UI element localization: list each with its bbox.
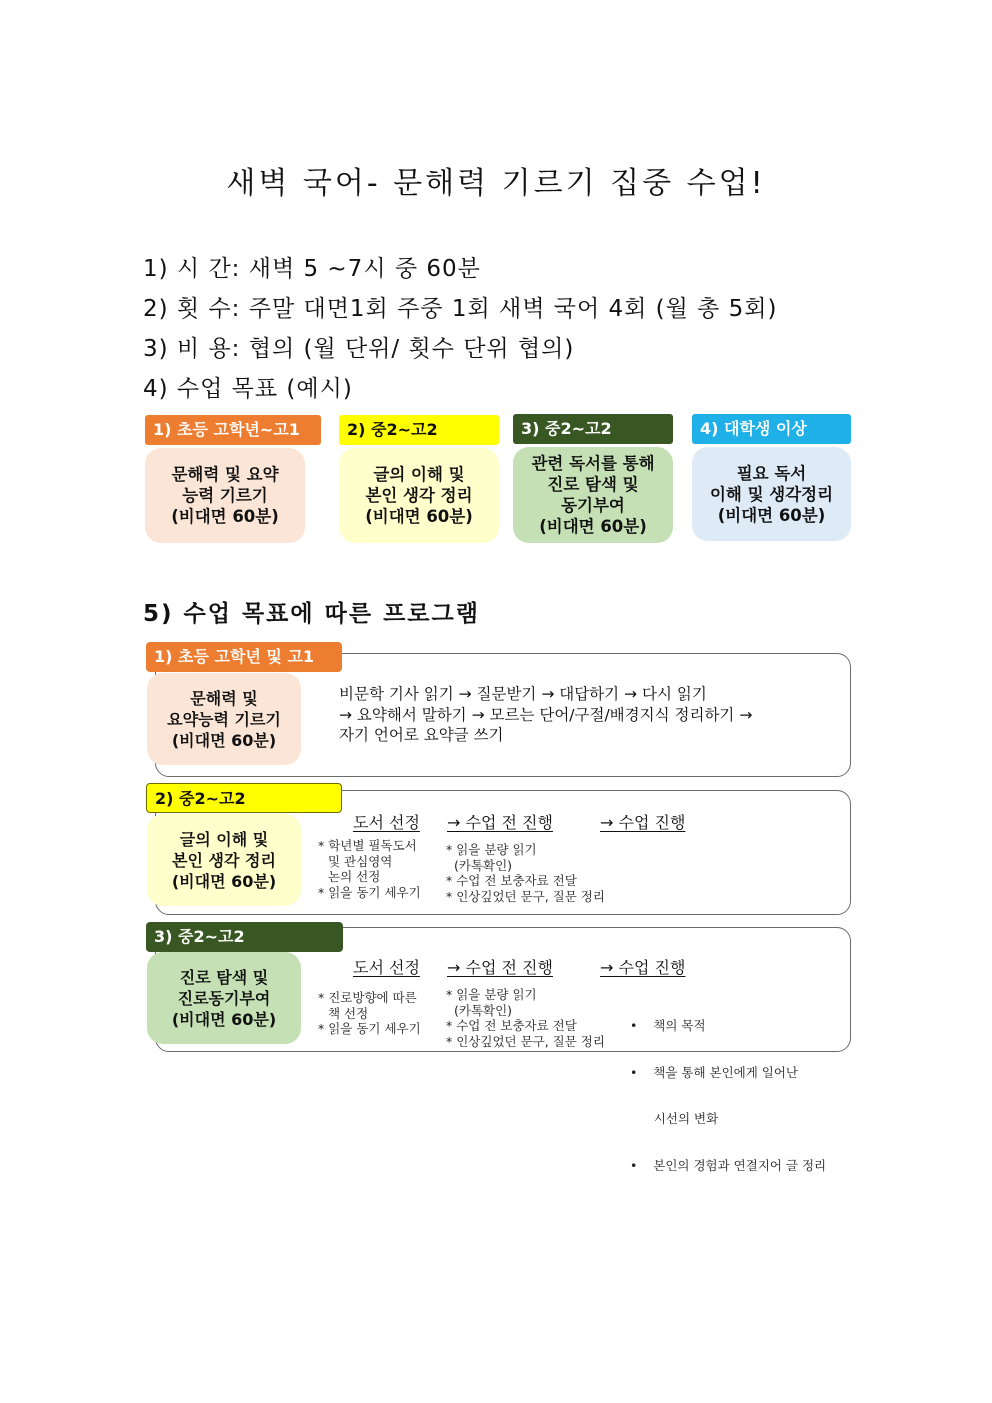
program-box-line: (비대면 60분) [171, 1009, 277, 1029]
flow-line: 자기 언어로 요약글 쓰기 [339, 726, 504, 744]
goal-line: 능력 기르기 [182, 486, 268, 505]
goal-line: (비대면 60분) [539, 517, 647, 536]
goal-line: (비대면 60분) [717, 505, 826, 525]
stage-item: (카톡확인) [454, 857, 513, 873]
stage-item: * 진로방향에 따른 [318, 990, 417, 1005]
stage-item: * 읽을 분량 읽기 [446, 987, 537, 1002]
goal-card-4 [692, 414, 851, 541]
stage-item: 책 선정 [328, 1005, 369, 1021]
info-goal-heading: 4) 수업 목표 (예시) [143, 376, 353, 402]
goal-line: 관련 독서를 통해 [531, 454, 655, 473]
stage-item: * 읽을 분량 읽기 [446, 842, 537, 857]
goal-badge: 4) 대학생 이상 [692, 414, 851, 444]
program-box-line: 문해력 및 [190, 688, 258, 708]
program-box-2 [147, 814, 301, 906]
program-box-line: 글의 이해 및 [179, 829, 269, 849]
goal-box [513, 447, 673, 543]
stage-item: • 책을 통해 본인에게 일어난 [630, 1064, 799, 1080]
stage-head-pre-class: → 수업 전 진행 [447, 958, 553, 977]
stage-item: • 본인의 경험과 연결지어 글 정리 [630, 1157, 827, 1173]
goal-badge: 2) 중2~고2 [339, 415, 499, 445]
stage-list-pre-class [446, 842, 605, 904]
program-box-line: 요약능력 기르기 [167, 709, 281, 729]
stage-item: • 책의 목적 [630, 1018, 706, 1033]
goal-card-2 [339, 415, 499, 543]
goal-badge: 3) 중2~고2 [513, 414, 673, 444]
program-box-1 [147, 673, 301, 765]
goal-card-1 [145, 415, 321, 543]
stage-item: 논의 선정 [328, 869, 381, 884]
goal-line: 이해 및 생각정리 [709, 484, 834, 504]
goal-line: 본인 생각 정리 [365, 486, 473, 505]
goal-line: (비대면 60분) [365, 507, 473, 526]
info-cost: 3) 비 용: 협의 (월 단위/ 횟수 단위 협의) [143, 336, 575, 362]
stage-item: * 수업 전 보충자료 전달 [446, 873, 577, 888]
stage-item: 및 관심영역 [328, 853, 393, 869]
flow-line: 비문학 기사 읽기 → 질문받기 → 대답하기 → 다시 읽기 [339, 685, 707, 703]
program-badge-1: 1) 초등 고학년 및 고1 [146, 642, 342, 672]
stage-item: (카톡확인) [454, 1002, 513, 1018]
info-count: 2) 횟 수: 주말 대면1회 주중 1회 새벽 국어 4회 (월 총 5회) [143, 296, 778, 322]
program-box-line: (비대면 60분) [171, 730, 277, 750]
flow-line: → 요약해서 말하기 → 모르는 단어/구절/배경지식 정리하기 → [339, 705, 753, 724]
stage-item: * 읽을 동기 세우기 [318, 884, 421, 900]
stage-head-pre-class: → 수업 전 진행 [447, 813, 553, 832]
program-flow-1 [339, 684, 752, 746]
stage-head-in-class: → 수업 진행 [600, 813, 686, 832]
stage-list-pre-class [446, 987, 605, 1049]
info-time: 1) 시 간: 새벽 5 ~7시 중 60분 [143, 256, 481, 282]
stage-head-book-selection: 도서 선정 [353, 813, 420, 832]
stage-list-book-selection [318, 838, 421, 900]
program-box-line: 진로 탐색 및 [179, 967, 269, 987]
stage-head-book-selection: 도서 선정 [353, 958, 420, 977]
goal-line: 동기부여 [561, 496, 625, 515]
stage-item: * 수업 전 보충자료 전달 [446, 1018, 577, 1033]
goal-card-3 [513, 414, 673, 543]
goal-box [692, 447, 851, 541]
stage-item: * 인상깊었던 문구, 질문 정리 [446, 1033, 605, 1049]
page-title: 새벽 국어- 문해력 기르기 집중 수업! [226, 166, 766, 201]
goal-line: 글의 이해 및 [373, 465, 465, 484]
goal-line: (비대면 60분) [171, 507, 279, 526]
goal-badge: 1) 초등 고학년~고1 [145, 415, 321, 445]
program-box-line: 진로동기부여 [177, 988, 271, 1008]
goal-line: 필요 독서 [736, 463, 807, 483]
goal-line: 진로 탐색 및 [547, 475, 639, 494]
stage-item: * 인상깊었던 문구, 질문 정리 [446, 888, 605, 904]
section-programs-heading: 5) 수업 목표에 따른 프로그램 [143, 601, 480, 627]
program-box-line: (비대면 60분) [171, 871, 277, 891]
goal-box [339, 448, 499, 543]
stage-item: * 읽을 동기 세우기 [318, 1021, 421, 1036]
program-box-line: 본인 생각 정리 [172, 850, 276, 870]
program-badge-2: 2) 중2~고2 [146, 783, 342, 813]
stage-item: 시선의 변화 [630, 1111, 719, 1126]
stage-list-book-selection [318, 990, 421, 1037]
program-badge-3: 3) 중2~고2 [146, 922, 343, 952]
stage-list-in-class [630, 987, 826, 1189]
stage-item: * 학년별 필독도서 [318, 838, 417, 853]
goal-line: 문해력 및 요약 [171, 465, 279, 484]
stage-head-in-class: → 수업 진행 [600, 958, 686, 977]
goal-box [145, 448, 305, 543]
program-box-3 [147, 952, 301, 1044]
